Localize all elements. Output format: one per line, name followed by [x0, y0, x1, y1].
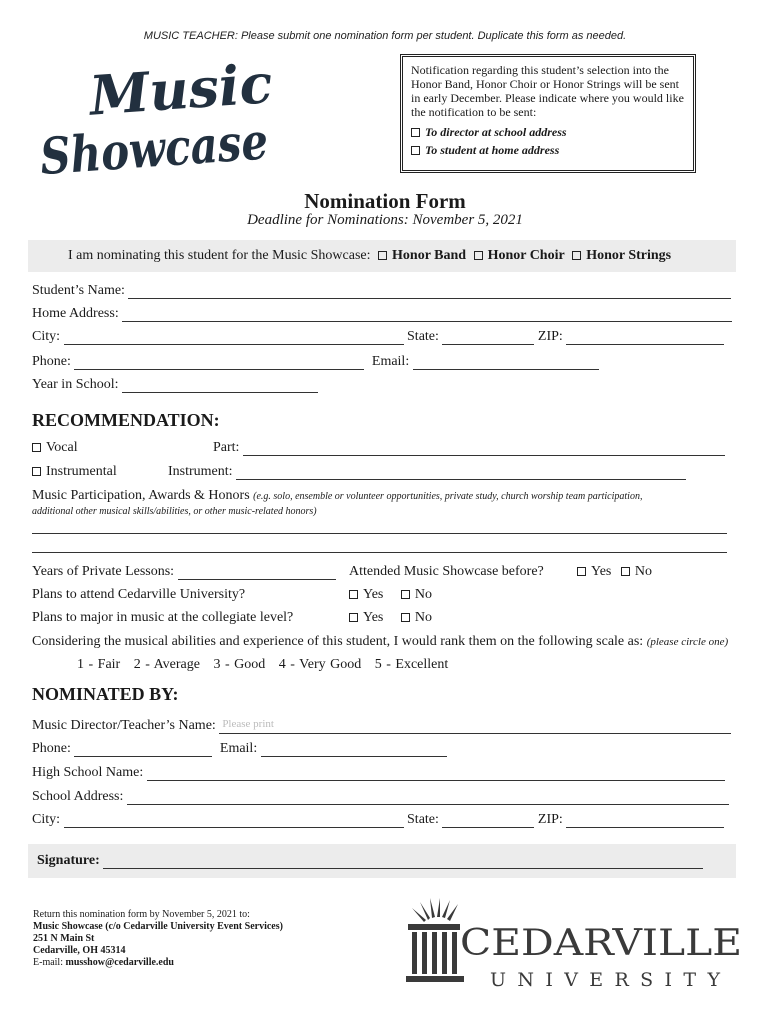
checkbox-icon[interactable]	[349, 613, 358, 622]
private-lessons-row	[32, 564, 336, 580]
participation-line-1[interactable]	[32, 533, 727, 534]
nominated-by-heading: NOMINATED BY:	[32, 684, 179, 704]
field-label: Plans to attend Cedarville University?	[32, 587, 246, 602]
director-placeholder: Please print	[222, 718, 274, 730]
home-address-field[interactable]	[122, 308, 732, 322]
school-zip-field[interactable]	[566, 814, 724, 828]
nominating-row	[68, 248, 671, 264]
signature-label: Signature:	[37, 853, 100, 868]
city-row	[32, 329, 724, 345]
zip-field[interactable]	[566, 331, 724, 345]
instrumental-row	[32, 464, 117, 480]
school-state-field[interactable]	[442, 814, 534, 828]
field-label: State:	[407, 812, 439, 827]
major-options	[349, 610, 432, 626]
field-label: High School Name:	[32, 765, 144, 780]
cedarville-name: CEDARVILLE	[460, 923, 742, 964]
music-showcase-logo	[38, 51, 314, 187]
signature-field[interactable]	[103, 855, 703, 869]
field-label: Student’s Name:	[32, 283, 125, 298]
year-row	[32, 377, 318, 393]
field-label: Home Address:	[32, 306, 119, 321]
instrumental-label: Instrumental	[46, 464, 117, 479]
form-title: Nomination Form	[304, 189, 466, 213]
field-label: Email:	[371, 354, 410, 369]
attended-row	[349, 564, 544, 580]
state-field[interactable]	[442, 331, 534, 345]
return-line: 251 N Main St	[33, 933, 95, 944]
field-label: Music Participation, Awards & Honors	[32, 488, 250, 503]
sunburst-icon	[406, 898, 464, 982]
scale-option[interactable]: 4 - Very Good	[278, 657, 362, 672]
home-address-row	[32, 306, 732, 322]
student-name-field[interactable]	[128, 285, 731, 299]
participation-label-row	[32, 487, 732, 505]
checkbox-icon[interactable]	[474, 251, 483, 260]
notification-option-student[interactable]	[411, 143, 685, 157]
recommendation-heading: RECOMMENDATION:	[32, 410, 220, 430]
checkbox-icon[interactable]	[401, 613, 410, 622]
private-lessons-field[interactable]	[178, 566, 336, 580]
nominator-phone-row	[32, 741, 447, 757]
field-label: Email:	[219, 741, 258, 756]
school-address-row	[32, 789, 729, 805]
school-name-row	[32, 765, 725, 781]
signature-row	[37, 853, 703, 869]
field-label: Instrument:	[168, 464, 233, 479]
checkbox-icon[interactable]	[411, 146, 420, 155]
header-note: MUSIC TEACHER: Please submit one nomination form per student. Duplicate this form as needed.	[143, 30, 627, 42]
field-label: Phone:	[32, 354, 71, 369]
nominator-email-field[interactable]	[261, 743, 447, 757]
yes-label: Yes	[591, 564, 612, 579]
email-field[interactable]	[413, 356, 599, 370]
field-label: Phone:	[32, 741, 71, 756]
checkbox-icon[interactable]	[411, 128, 420, 137]
field-label: Music Director/Teacher’s Name:	[32, 718, 216, 733]
field-label: School Address:	[32, 789, 124, 804]
director-row	[32, 718, 731, 734]
scale-option[interactable]: 2 - Average	[133, 657, 200, 672]
nominating-prompt: I am nominating this student for the Music Showcase:	[68, 248, 371, 263]
no-label: No	[414, 610, 432, 625]
no-label: No	[414, 587, 432, 602]
checkbox-icon[interactable]	[349, 590, 358, 599]
option-honor-choir: Honor Choir	[487, 248, 565, 263]
field-label: Part:	[213, 440, 240, 455]
field-label: Attended Music Showcase before?	[349, 564, 544, 579]
option-honor-band: Honor Band	[392, 248, 467, 263]
yes-label: Yes	[363, 587, 384, 602]
checkbox-icon[interactable]	[378, 251, 387, 260]
participation-hint: (e.g. solo, ensemble or volunteer opportunities, private study, church worship team participation,	[253, 491, 643, 502]
logo-line2: Showcase	[38, 108, 314, 187]
option-label: To director at school address	[425, 125, 567, 139]
return-line: Music Showcase (c/o Cedarville University Event Services)	[33, 921, 283, 932]
part-row	[213, 440, 725, 456]
checkbox-icon[interactable]	[572, 251, 581, 260]
vocal-row	[32, 440, 78, 456]
rank-row	[32, 634, 728, 650]
option-label: To student at home address	[425, 143, 560, 157]
field-label: ZIP:	[537, 812, 563, 827]
school-name-field[interactable]	[147, 767, 725, 781]
phone-row	[32, 354, 599, 370]
no-label: No	[634, 564, 652, 579]
notification-text: Notification regarding this student’s selection into the Honor Band, Honor Choir or Honor Strings will be sent in early December. Please indicate where you would like the notification to be sent:	[411, 63, 684, 119]
field-label: State:	[407, 329, 439, 344]
school-address-field[interactable]	[127, 791, 729, 805]
participation-hint-2: additional other musical skills/abilities, or other music-related honors)	[32, 506, 317, 517]
scale-option[interactable]: 5 - Excellent	[374, 657, 449, 672]
notification-option-director[interactable]	[411, 125, 685, 139]
yes-label: Yes	[363, 610, 384, 625]
checkbox-icon[interactable]	[32, 467, 41, 476]
field-label: Years of Private Lessons:	[32, 564, 175, 579]
deadline: Deadline for Nominations: November 5, 2021	[247, 212, 523, 228]
return-line: Cedarville, OH 45314	[33, 945, 126, 956]
nominator-phone-field[interactable]	[74, 743, 212, 757]
school-city-field[interactable]	[64, 814, 404, 828]
field-label: ZIP:	[537, 329, 563, 344]
cedarville-options	[349, 587, 432, 603]
notification-box	[400, 54, 696, 173]
field-label: Considering the musical abilities and experience of this student, I would rank them on the following scale as:	[32, 634, 644, 649]
field-label: City:	[32, 812, 61, 827]
return-line: Return this nomination form by November 5, 2021 to:	[33, 909, 250, 920]
instrument-field[interactable]	[236, 466, 686, 480]
rank-scale	[77, 657, 448, 673]
city-field[interactable]	[64, 331, 404, 345]
checkbox-icon[interactable]	[577, 567, 586, 576]
school-city-row	[32, 812, 724, 828]
student-name-row	[32, 283, 731, 299]
checkbox-icon[interactable]	[32, 443, 41, 452]
email-label: E-mail:	[33, 957, 63, 968]
cedarville-row	[32, 587, 245, 603]
field-label: Year in School:	[32, 377, 119, 392]
return-email-row	[33, 957, 283, 969]
logo-line1: Music	[87, 51, 275, 128]
field-label: Plans to major in music at the collegiate level?	[32, 610, 294, 625]
option-honor-strings: Honor Strings	[586, 248, 672, 263]
participation-line-2[interactable]	[32, 552, 727, 553]
cedarville-logo	[400, 898, 745, 990]
checkbox-icon[interactable]	[621, 567, 630, 576]
scale-option[interactable]: 1 - Fair	[77, 657, 121, 672]
scale-option[interactable]: 3 - Good	[213, 657, 266, 672]
checkbox-icon[interactable]	[401, 590, 410, 599]
director-name-field[interactable]	[219, 720, 731, 734]
field-label: City:	[32, 329, 61, 344]
rank-hint: (please circle one)	[646, 636, 729, 648]
vocal-label: Vocal	[46, 440, 78, 455]
return-info	[33, 909, 283, 969]
attended-options	[577, 564, 652, 580]
return-email-link[interactable]: musshow@cedarville.edu	[65, 957, 174, 968]
phone-field[interactable]	[74, 356, 364, 370]
part-field[interactable]	[243, 442, 725, 456]
year-field[interactable]	[122, 379, 318, 393]
major-row	[32, 610, 293, 626]
instrument-row	[168, 464, 686, 480]
cedarville-sub: UNIVERSITY	[490, 969, 720, 991]
